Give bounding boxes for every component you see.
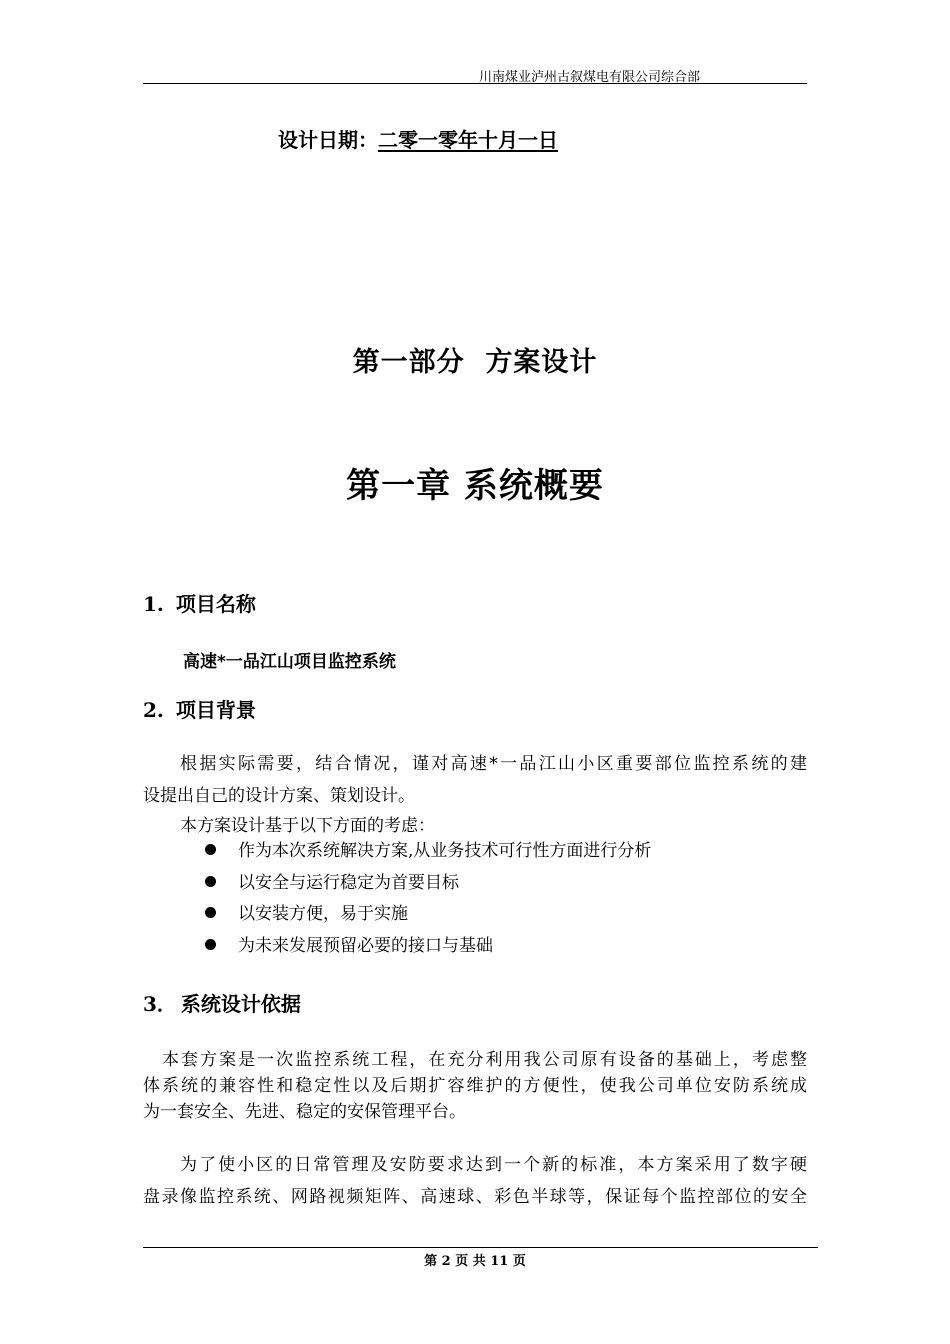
bullet-dot-icon [205,876,216,887]
chapter-title: 第一章 系统概要 [346,466,604,506]
bullet-text: 以安全与运行稳定为首要目标 [238,873,459,893]
bullet-text: 作为本次系统解决方案,从业务技术可行性方面进行分析 [238,841,652,861]
section-3-para1-line3: 为一套安全、先进、稳定的安保管理平台。 [143,1102,466,1122]
section-2-title: 项目背景 [175,698,256,722]
page-number: 第 2 页 共 11 页 [424,1254,526,1269]
section-2-para1-line2: 设提出自己的设计方案、策划设计。 [143,786,415,806]
section-3-para1-line1: 本套方案是一次监控系统工程，在充分利用我公司原有设备的基础上，考虑整 [162,1050,807,1070]
section-3-para1-line2: 体系统的兼容性和稳定性以及后期扩容维护的方便性，使我公司单位安防系统成 [143,1076,807,1096]
section-3-heading [143,988,301,1017]
design-date [278,124,558,153]
bullet-item [205,936,493,956]
footer-rule [143,1247,818,1248]
section-2-para1-line1: 根据实际需要，结合情况，谨对高速*一品江山小区重要部位监控系统的建 [180,754,807,774]
section-1-number: 1. [143,592,164,616]
header-company: 川南煤业泸州古叙煤电有限公司综合部 [478,70,700,85]
section-3-paragraph-1 [143,1047,807,1125]
section-3-number: 3． [143,992,177,1016]
section-2-number: 2. [143,698,164,722]
section-1-title: 项目名称 [175,592,256,616]
part-title: 第一部分 方案设计 [352,347,598,378]
bullet-item [205,841,651,861]
bullet-item [205,873,459,893]
project-name: 高速*一品江山项目监控系统 [183,652,396,672]
section-2-para2: 本方案设计基于以下方面的考虑： [180,816,435,836]
section-2-paragraph [143,748,807,840]
bullet-text: 为未来发展预留必要的接口与基础 [238,936,493,956]
section-3-para2-line2: 盘录像监控系统、网路视频矩阵、高速球、彩色半球等，保证每个监控部位的安全 [143,1187,807,1207]
section-1-heading [143,588,256,617]
bullet-dot-icon [205,939,216,950]
bullet-item [205,904,408,924]
section-3-paragraph-2 [143,1149,807,1213]
section-3-title: 系统设计依据 [180,992,301,1016]
header-rule [143,83,807,84]
section-3-para2-line1: 为了使小区的日常管理及安防要求达到一个新的标准，本方案采用了数字硬 [180,1155,807,1175]
bullet-text: 以安装方便，易于实施 [238,904,408,924]
design-date-value: 二零一零年十月一日 [378,128,558,152]
bullet-dot-icon [205,907,216,918]
section-2-heading [143,694,256,723]
design-date-label: 设计日期： [278,128,378,152]
bullet-dot-icon [205,844,216,855]
